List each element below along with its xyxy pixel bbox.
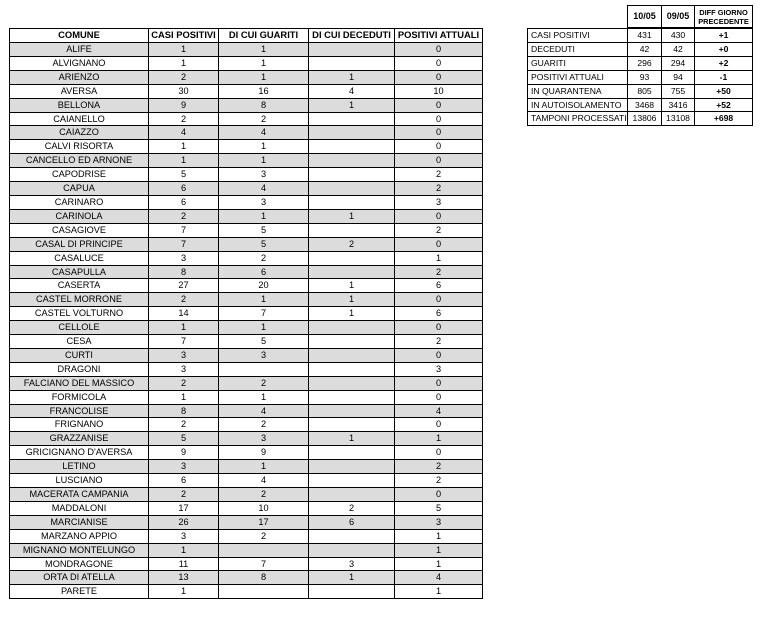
positivi-attuali-cell: 1 [395,585,483,599]
table-row [10,84,483,98]
guariti-cell: 17 [219,515,309,529]
comune-cell: CASERTA [10,279,149,293]
value-10-05-cell: 93 [628,70,662,84]
value-09-05-cell: 294 [662,56,695,70]
guariti-cell: 2 [219,112,309,126]
positivi-attuali-cell: 6 [395,307,483,321]
comune-cell: MARCIANISE [10,515,149,529]
comune-cell: CASTEL VOLTURNO [10,307,149,321]
casi-positivi-cell: 6 [149,182,219,196]
casi-positivi-cell: 1 [149,43,219,57]
guariti-cell: 1 [219,321,309,335]
positivi-attuali-cell: 2 [395,265,483,279]
casi-positivi-cell: 11 [149,557,219,571]
deceduti-cell [309,265,395,279]
comune-cell: ALVIGNANO [10,56,149,70]
guariti-cell: 6 [219,265,309,279]
header-diff-previous-day: DIFF GIORNO PRECEDENTE [695,6,753,28]
value-09-05-cell: 430 [662,29,695,43]
table-row [10,432,483,446]
table-row [10,140,483,154]
positivi-attuali-cell: 1 [395,251,483,265]
table-row [10,112,483,126]
casi-positivi-cell: 2 [149,209,219,223]
table-row [10,543,483,557]
table-row [10,474,483,488]
header-date-10-05: 10/05 [628,6,662,28]
deceduti-cell [309,488,395,502]
casi-positivi-cell: 1 [149,543,219,557]
comune-cell: BELLONA [10,98,149,112]
comune-cell: GRICIGNANO D'AVERSA [10,446,149,460]
positivi-attuali-cell: 2 [395,168,483,182]
deceduti-cell [309,474,395,488]
table-row [10,488,483,502]
deceduti-cell: 1 [309,279,395,293]
value-09-05-cell: 94 [662,70,695,84]
casi-positivi-cell: 5 [149,432,219,446]
guariti-cell: 3 [219,432,309,446]
casi-positivi-cell: 2 [149,418,219,432]
positivi-attuali-cell: 0 [395,390,483,404]
casi-positivi-cell: 17 [149,501,219,515]
casi-positivi-cell: 3 [149,348,219,362]
deceduti-cell [309,112,395,126]
guariti-cell: 2 [219,251,309,265]
table-row [10,418,483,432]
casi-positivi-cell: 2 [149,70,219,84]
comune-cell: CARINARO [10,195,149,209]
positivi-attuali-cell: 0 [395,112,483,126]
comune-cell: CELLOLE [10,321,149,335]
positivi-attuali-cell: 6 [395,279,483,293]
column-header-comune: COMUNE [10,29,149,43]
comune-cell: CASTEL MORRONE [10,293,149,307]
guariti-cell: 4 [219,126,309,140]
positivi-attuali-cell: 2 [395,182,483,196]
deceduti-cell [309,168,395,182]
casi-positivi-cell: 3 [149,251,219,265]
diff-cell: +698 [695,112,753,126]
positivi-attuali-cell: 0 [395,56,483,70]
summary-header-table [627,5,753,28]
guariti-cell: 4 [219,404,309,418]
table-row [10,251,483,265]
guariti-cell [219,585,309,599]
table-row [10,209,483,223]
summary-row [528,56,753,70]
table-row [10,515,483,529]
summary-row [528,112,753,126]
casi-positivi-cell: 2 [149,376,219,390]
casi-positivi-cell: 1 [149,390,219,404]
deceduti-cell: 1 [309,571,395,585]
table-row [10,557,483,571]
guariti-cell: 8 [219,571,309,585]
table-row [10,126,483,140]
comune-cell: FRANCOLISE [10,404,149,418]
table-row [10,321,483,335]
positivi-attuali-cell: 10 [395,84,483,98]
guariti-cell: 7 [219,307,309,321]
positivi-attuali-cell: 0 [395,488,483,502]
comune-cell: FRIGNANO [10,418,149,432]
guariti-cell: 1 [219,460,309,474]
deceduti-cell: 1 [309,70,395,84]
casi-positivi-cell: 26 [149,515,219,529]
comune-cell: MIGNANO MONTELUNGO [10,543,149,557]
guariti-cell: 1 [219,154,309,168]
comune-cell: CAPUA [10,182,149,196]
table-row [10,223,483,237]
table-row [10,293,483,307]
table-row [10,390,483,404]
deceduti-cell [309,362,395,376]
guariti-cell [219,362,309,376]
positivi-attuali-cell: 0 [395,376,483,390]
summary-label-cell: IN AUTOISOLAMENTO [528,98,628,112]
casi-positivi-cell: 1 [149,154,219,168]
column-header-guariti: DI CUI GUARITI [219,29,309,43]
deceduti-cell: 6 [309,515,395,529]
guariti-cell: 2 [219,488,309,502]
column-header-positivi-attuali: POSITIVI ATTUALI [395,29,483,43]
diff-cell: -1 [695,70,753,84]
casi-positivi-cell: 7 [149,237,219,251]
positivi-attuali-cell: 0 [395,43,483,57]
deceduti-cell [309,529,395,543]
positivi-attuali-cell: 2 [395,460,483,474]
value-10-05-cell: 42 [628,42,662,56]
deceduti-cell [309,195,395,209]
positivi-attuali-cell: 0 [395,98,483,112]
guariti-cell: 8 [219,98,309,112]
header-date-09-05: 09/05 [662,6,695,28]
deceduti-cell [309,404,395,418]
comune-cell: AVERSA [10,84,149,98]
deceduti-cell [309,348,395,362]
guariti-cell: 10 [219,501,309,515]
comune-cell: CASAPULLA [10,265,149,279]
guariti-cell: 2 [219,529,309,543]
table-row [10,70,483,84]
deceduti-cell [309,460,395,474]
positivi-attuali-cell: 0 [395,446,483,460]
column-header-deceduti: DI CUI DECEDUTI [309,29,395,43]
comune-cell: LUSCIANO [10,474,149,488]
table-row [10,56,483,70]
summary-row [528,70,753,84]
positivi-attuali-cell: 3 [395,195,483,209]
table-row [10,446,483,460]
value-10-05-cell: 431 [628,29,662,43]
table-row [10,43,483,57]
comune-cell: MONDRAGONE [10,557,149,571]
casi-positivi-cell: 7 [149,223,219,237]
positivi-attuali-cell: 4 [395,404,483,418]
positivi-attuali-cell: 0 [395,70,483,84]
guariti-cell: 9 [219,446,309,460]
value-09-05-cell: 3416 [662,98,695,112]
diff-cell: +2 [695,56,753,70]
summary-header-row [628,6,753,28]
table-row [10,98,483,112]
summary-row [528,98,753,112]
comune-cell: LETINO [10,460,149,474]
casi-positivi-cell: 14 [149,307,219,321]
deceduti-cell: 1 [309,293,395,307]
summary-label-cell: CASI POSITIVI [528,29,628,43]
guariti-cell: 3 [219,195,309,209]
comune-cell: CAIANELLO [10,112,149,126]
deceduti-cell: 2 [309,501,395,515]
positivi-attuali-cell: 1 [395,557,483,571]
table-row [10,362,483,376]
comune-cell: FORMICOLA [10,390,149,404]
casi-positivi-cell: 4 [149,126,219,140]
comune-cell: DRAGONI [10,362,149,376]
positivi-attuali-cell: 2 [395,223,483,237]
summary-row [528,84,753,98]
guariti-cell: 1 [219,43,309,57]
positivi-attuali-cell: 2 [395,474,483,488]
comune-cell: ALIFE [10,43,149,57]
summary-label-cell: POSITIVI ATTUALI [528,70,628,84]
guariti-cell: 20 [219,279,309,293]
guariti-cell: 16 [219,84,309,98]
diff-cell: +1 [695,29,753,43]
table-row [10,501,483,515]
comune-cell: CALVI RISORTA [10,140,149,154]
positivi-attuali-cell: 0 [395,237,483,251]
deceduti-cell [309,140,395,154]
casi-positivi-cell: 5 [149,168,219,182]
deceduti-cell [309,154,395,168]
casi-positivi-cell: 2 [149,112,219,126]
deceduti-cell [309,335,395,349]
table-row [10,237,483,251]
value-10-05-cell: 3468 [628,98,662,112]
positivi-attuali-cell: 4 [395,571,483,585]
table-row [10,460,483,474]
casi-positivi-cell: 13 [149,571,219,585]
table-row [10,376,483,390]
casi-positivi-cell: 1 [149,585,219,599]
positivi-attuali-cell: 0 [395,126,483,140]
comune-cell: MARZANO APPIO [10,529,149,543]
positivi-attuali-cell: 1 [395,543,483,557]
deceduti-cell [309,182,395,196]
comuni-cases-table [9,28,483,599]
table-row [10,182,483,196]
table-row [10,348,483,362]
guariti-cell: 5 [219,237,309,251]
deceduti-cell: 1 [309,98,395,112]
positivi-attuali-cell: 0 [395,348,483,362]
positivi-attuali-cell: 0 [395,321,483,335]
summary-label-cell: IN QUARANTENA [528,84,628,98]
value-09-05-cell: 42 [662,42,695,56]
positivi-attuali-cell: 0 [395,418,483,432]
comune-cell: MADDALONI [10,501,149,515]
guariti-cell: 1 [219,209,309,223]
comune-cell: CESA [10,335,149,349]
positivi-attuali-cell: 1 [395,529,483,543]
casi-positivi-cell: 6 [149,474,219,488]
casi-positivi-cell: 1 [149,56,219,70]
comune-cell: PARETE [10,585,149,599]
casi-positivi-cell: 9 [149,98,219,112]
table-row [10,154,483,168]
guariti-cell: 2 [219,418,309,432]
casi-positivi-cell: 7 [149,335,219,349]
deceduti-cell [309,543,395,557]
comune-cell: CAPODRISE [10,168,149,182]
casi-positivi-cell: 2 [149,488,219,502]
comune-cell: FALCIANO DEL MASSICO [10,376,149,390]
deceduti-cell: 1 [309,307,395,321]
diff-cell: +52 [695,98,753,112]
casi-positivi-cell: 3 [149,362,219,376]
comune-cell: CARINOLA [10,209,149,223]
deceduti-cell [309,223,395,237]
guariti-cell: 1 [219,70,309,84]
table-row [10,571,483,585]
positivi-attuali-cell: 2 [395,335,483,349]
table-header-row [10,29,483,43]
casi-positivi-cell: 2 [149,293,219,307]
guariti-cell: 3 [219,168,309,182]
deceduti-cell: 3 [309,557,395,571]
deceduti-cell [309,418,395,432]
comune-cell: ARIENZO [10,70,149,84]
casi-positivi-cell: 1 [149,140,219,154]
deceduti-cell [309,446,395,460]
positivi-attuali-cell: 1 [395,432,483,446]
guariti-cell: 2 [219,376,309,390]
table-row [10,404,483,418]
comune-cell: GRAZZANISE [10,432,149,446]
table-row [10,529,483,543]
table-row [10,168,483,182]
summary-label-cell: GUARITI [528,56,628,70]
guariti-cell: 5 [219,223,309,237]
comune-cell: ORTA DI ATELLA [10,571,149,585]
positivi-attuali-cell: 0 [395,293,483,307]
deceduti-cell: 2 [309,237,395,251]
positivi-attuali-cell: 3 [395,362,483,376]
guariti-cell: 1 [219,140,309,154]
column-header-casi-positivi: CASI POSITIVI [149,29,219,43]
deceduti-cell [309,126,395,140]
positivi-attuali-cell: 5 [395,501,483,515]
table-row [10,279,483,293]
guariti-cell: 1 [219,390,309,404]
deceduti-cell [309,585,395,599]
comune-cell: CURTI [10,348,149,362]
guariti-cell: 4 [219,474,309,488]
diff-cell: +0 [695,42,753,56]
summary-label-cell: DECEDUTI [528,42,628,56]
table-row [10,195,483,209]
comune-cell: CAIAZZO [10,126,149,140]
casi-positivi-cell: 8 [149,265,219,279]
value-09-05-cell: 755 [662,84,695,98]
comune-cell: MACERATA CAMPANIA [10,488,149,502]
casi-positivi-cell: 30 [149,84,219,98]
table-row [10,265,483,279]
summary-row [528,42,753,56]
value-10-05-cell: 13806 [628,112,662,126]
deceduti-cell [309,56,395,70]
deceduti-cell [309,376,395,390]
deceduti-cell [309,390,395,404]
deceduti-cell: 1 [309,432,395,446]
table-row [10,585,483,599]
summary-table [527,28,753,126]
casi-positivi-cell: 6 [149,195,219,209]
guariti-cell: 4 [219,182,309,196]
table-row [10,335,483,349]
comune-cell: CASALUCE [10,251,149,265]
guariti-cell [219,543,309,557]
guariti-cell: 3 [219,348,309,362]
deceduti-cell [309,43,395,57]
guariti-cell: 7 [219,557,309,571]
casi-positivi-cell: 8 [149,404,219,418]
comune-cell: CASAL DI PRINCIPE [10,237,149,251]
comune-cell: CASAGIOVE [10,223,149,237]
casi-positivi-cell: 9 [149,446,219,460]
positivi-attuali-cell: 3 [395,515,483,529]
positivi-attuali-cell: 0 [395,209,483,223]
value-10-05-cell: 296 [628,56,662,70]
deceduti-cell [309,321,395,335]
casi-positivi-cell: 3 [149,460,219,474]
summary-label-cell: TAMPONI PROCESSATI [528,112,628,126]
guariti-cell: 1 [219,293,309,307]
deceduti-cell: 1 [309,209,395,223]
casi-positivi-cell: 1 [149,321,219,335]
deceduti-cell [309,251,395,265]
value-09-05-cell: 13108 [662,112,695,126]
value-10-05-cell: 805 [628,84,662,98]
positivi-attuali-cell: 0 [395,140,483,154]
diff-cell: +50 [695,84,753,98]
casi-positivi-cell: 3 [149,529,219,543]
table-row [10,307,483,321]
summary-row [528,29,753,43]
guariti-cell: 1 [219,56,309,70]
positivi-attuali-cell: 0 [395,154,483,168]
comune-cell: CANCELLO ED ARNONE [10,154,149,168]
casi-positivi-cell: 27 [149,279,219,293]
guariti-cell: 5 [219,335,309,349]
deceduti-cell: 4 [309,84,395,98]
